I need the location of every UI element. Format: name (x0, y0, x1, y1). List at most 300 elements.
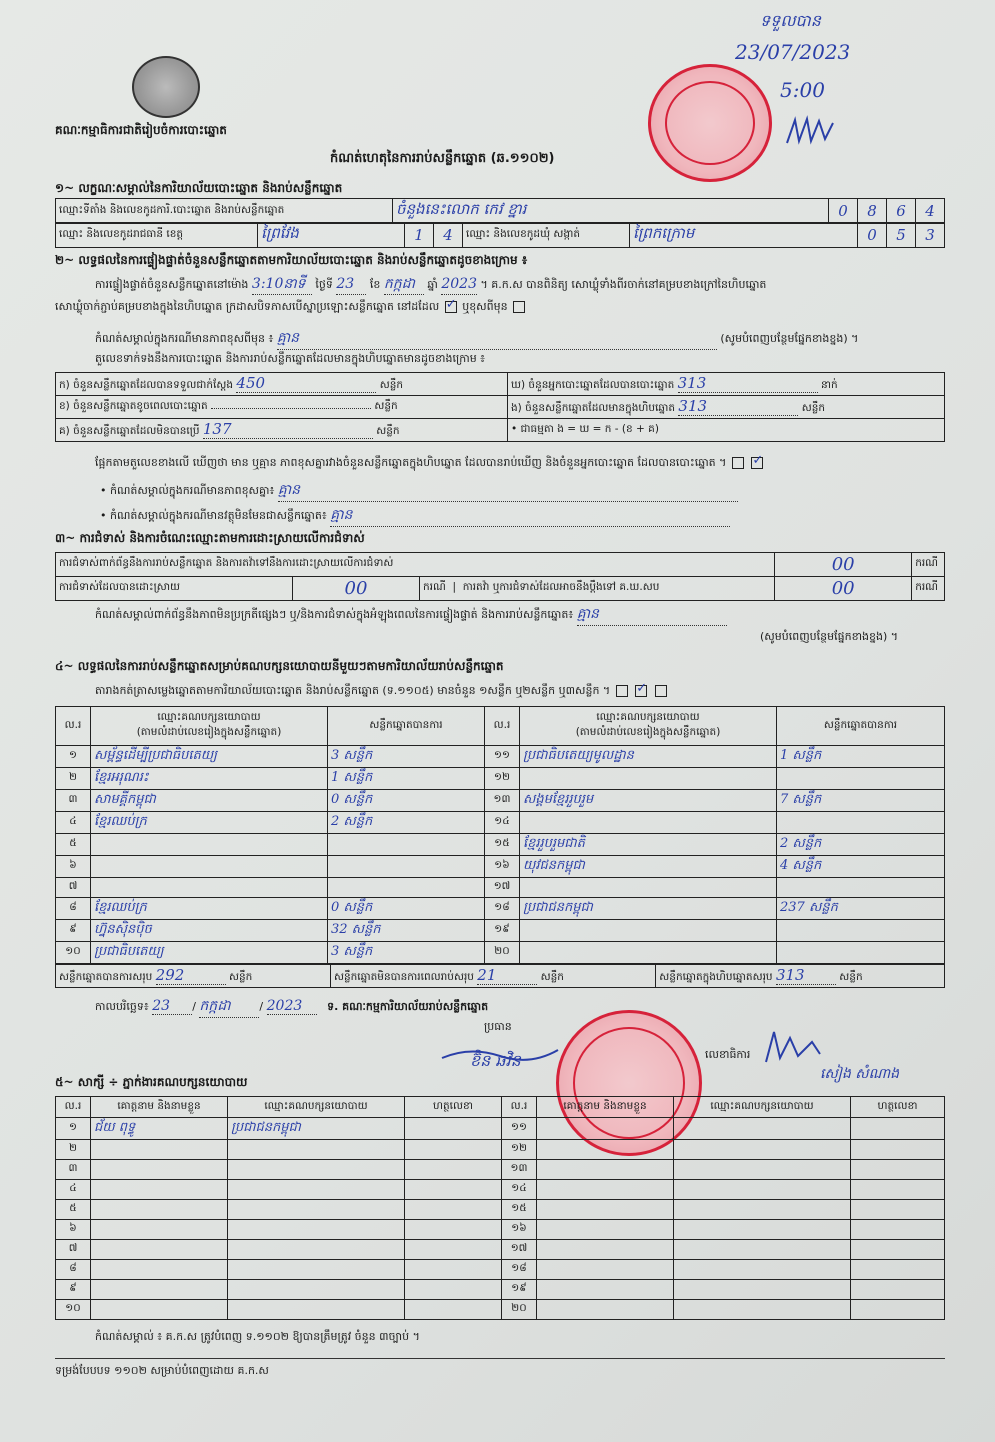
spoiled-ballots-value (211, 408, 371, 409)
total-valid-value: 292 (156, 966, 226, 985)
result-party-left: សាមគ្គីកម្ពុជា (91, 790, 328, 812)
result-party-right: យុវជនកម្ពុជា (520, 856, 777, 878)
result-no-left: ២ (56, 768, 91, 790)
witness-no-left: ៩ (56, 1280, 91, 1300)
table-row (56, 834, 945, 856)
total-invalid-label: សន្លឹកឆ្នោតមិនបានការពេលរាប់សរុប (333, 971, 474, 983)
verify-time-value: 3:10នាទី (252, 274, 312, 295)
w-col-party-right: ឈ្មោះគណបក្សនយោបាយ (674, 1097, 851, 1118)
box-ballots-value: 313 (678, 397, 798, 416)
result-no-right: ១៧ (485, 878, 520, 898)
w-col-sign-right: ហត្ថលេខា (851, 1097, 945, 1118)
section2-numbers-table (55, 372, 945, 442)
witness-party-left (228, 1280, 405, 1300)
result-votes-right: 1 សន្លឹក (777, 746, 945, 768)
org-name: គណៈកម្មាធិការជាតិរៀបចំការបោះឆ្នោត (55, 123, 227, 137)
witness-name-right (537, 1180, 674, 1200)
unused-ballots-cell (56, 419, 508, 442)
witness-name-right (537, 1160, 674, 1180)
result-party-right: ខ្មែររួបរួមជាតិ (520, 834, 777, 856)
received-ballots-value: 450 (236, 374, 376, 393)
result-party-left: ប្រជាធិបតេយ្យ (91, 942, 328, 964)
table-row (56, 1280, 945, 1300)
difference-line (95, 456, 945, 472)
form-title: កំណត់ហេតុនៃការរាប់សន្លឹកឆ្នោត (ឆ.១១០២) (330, 151, 555, 166)
result-no-right: ១២ (485, 768, 520, 790)
total-invalid-cell (330, 965, 655, 988)
witness-no-left: ១ (56, 1118, 91, 1140)
witness-name-left (91, 1220, 228, 1240)
table-row (56, 768, 945, 790)
witness-party-left (228, 1300, 405, 1320)
result-votes-left: 3 សន្លឹក (328, 942, 485, 964)
witness-sign-left (405, 1280, 502, 1300)
resolved-value: 00 (293, 577, 420, 601)
location-code-1: 0 (829, 199, 858, 224)
witness-name-right (537, 1200, 674, 1220)
committee-label: ទ. គណៈកម្មការិយាល័យរាប់សន្លឹកឆ្នោត (327, 1000, 489, 1013)
total-invalid-value: 21 (477, 966, 537, 985)
result-party-left (91, 856, 328, 878)
received-ballots-unit: សន្លឹក (379, 379, 404, 391)
verify-rest: ។ គ.ក.ស បានពិនិត្យ សោឃ្លុំទាំងពីរចាក់នៅគម្របខាងក្រៅនៃហិបឆ្នោត (480, 278, 767, 291)
witness-name-right (537, 1300, 674, 1320)
result-no-left: ៨ (56, 898, 91, 920)
witness-party-left (228, 1200, 405, 1220)
objection-label: ការជំទាស់ពាក់ព័ន្ធនឹងការរាប់សន្លឹកឆ្នោត និងការតវ៉ាទៅនឹងការដោះស្រាយលើការជំទាស់ (56, 553, 775, 577)
witness-no-left: ៨ (56, 1260, 91, 1280)
total-valid-cell (56, 965, 331, 988)
bottom-divider (55, 1358, 945, 1359)
province-code-1: 1 (405, 223, 434, 248)
witness-sign-left (405, 1200, 502, 1220)
total-box-label: សន្លឹកឆ្នោតក្នុងហិបឆ្នោតសរុប (659, 971, 773, 983)
chair-label: ប្រធាន (484, 1020, 512, 1033)
result-party-left: សម្ព័ន្ធដើម្បីប្រជាធិបតេយ្យ (91, 746, 328, 768)
difference-note-label: កំណត់សម្គាល់ក្នុងករណីមានភាពខុសពីមុន ៖ (95, 332, 274, 345)
witness-sign-right (851, 1160, 945, 1180)
witness-name-left (91, 1260, 228, 1280)
result-no-left: ៧ (56, 878, 91, 898)
section2-title: ២~ លទ្ធផលនៃការផ្ទៀងផ្ទាត់ចំនួនសន្លឹកឆ្នោតតាមការិយាល័យបោះឆ្នោត និងរាប់សន្លឹកឆ្នោតដូចខាងក្រោម ៖ (55, 253, 528, 267)
witness-name-right (537, 1260, 674, 1280)
witness-name-left (91, 1300, 228, 1320)
witness-sign-right (851, 1280, 945, 1300)
witness-no-left: ៧ (56, 1240, 91, 1260)
seal-text: សោឃ្លុំចាក់ភ្ជាប់គម្របខាងក្នុងនៃហិបឆ្នោត ក្រដាសបិទភាសបើស្នាប្រឡោះសន្លឹកឆ្នោត នៅដដែល (55, 300, 440, 313)
witness-sign-left (405, 1240, 502, 1260)
witness-party-right (674, 1140, 851, 1160)
witness-party-right (674, 1118, 851, 1140)
col-party-left (91, 707, 328, 746)
signature-top (785, 115, 835, 145)
province-label: ឈ្មោះ និងលេខកូដរាជធានី ខេត្ត (56, 223, 258, 248)
table-row (56, 746, 945, 768)
location-code-3: 6 (887, 199, 916, 224)
location-value: ចំនួងនេះលោក កេវ ខ្នារ (393, 199, 829, 224)
witness-no-right: ១៦ (502, 1220, 537, 1240)
received-label: ទទួលបាន (760, 11, 821, 30)
result-no-right: ១១ (485, 746, 520, 768)
secretary-signature (762, 1028, 822, 1066)
non-ballot-note-value: គ្មាន (330, 505, 730, 527)
difference-line-text: ផ្អែកតាមតួលេខខាងលើ ឃើញថា មាន ឬគ្មាន ភាពខុសគ្នារវាងចំនួនសន្លឹកឆ្នោតក្នុងហិបឆ្នោត ដែលបានរាប់ឃើញ និងចំនួនអ្នកបោះឆ្នោត ដែលបានបោះឆ្នោត ។ (95, 456, 727, 469)
three-sheet-checkbox[interactable] (655, 685, 667, 697)
resolved-label: ការជំទាស់ដែលបានដោះស្រាយ (56, 577, 293, 601)
received-date: 23/07/2023 (735, 40, 851, 64)
difference-note-2-label: • កំណត់សម្គាល់ក្នុងករណីមានភាពខុសគ្នា៖ (100, 484, 275, 497)
formula-cell: • ជាធម្មតា ង = ឃ = ក - (ខ + គ) (508, 419, 945, 442)
location-code-2: 8 (858, 199, 887, 224)
result-no-left: ១ (56, 746, 91, 768)
witness-name-left (91, 1280, 228, 1300)
resolved-unit: ករណី (423, 581, 446, 593)
witness-sign-right (851, 1200, 945, 1220)
verify-time-label: ការផ្ទៀងផ្ទាត់ចំនួនសន្លឹកឆ្នោតនៅម៉ោង (95, 278, 249, 291)
numbers-intro: តួលេខទាក់ទងនឹងការបោះឆ្នោត និងការរាប់សន្លឹកឆ្នោតដែលមានក្នុងហិបឆ្នោតមានដូចខាងក្រោម ៖ (95, 352, 486, 365)
verify-year-value: 2023 (441, 274, 477, 295)
witness-name-left (91, 1200, 228, 1220)
witness-no-left: ៥ (56, 1200, 91, 1220)
commune-value: ព្រៃកក្រោម (630, 223, 858, 248)
irregularity-fill-hint: (សូមបំពេញបន្ថែមផ្នែកខាងខ្នង) ។ (760, 630, 899, 643)
commune-code-1: 0 (858, 223, 887, 248)
table-row (56, 790, 945, 812)
witness-party-right (674, 1280, 851, 1300)
result-votes-left: 32 សន្លឹក (328, 920, 485, 942)
irregularity-note-value: គ្មាន (577, 604, 727, 626)
result-no-right: ១៥ (485, 834, 520, 856)
witness-party-left (228, 1240, 405, 1260)
table-row (56, 898, 945, 920)
no-difference-checkbox[interactable] (751, 457, 763, 469)
section1-title: ១~ លក្ខណៈសម្គាល់នៃការិយាល័យបោះឆ្នោត និងរាប់សន្លឹកឆ្នោត (55, 181, 343, 195)
box-ballots-cell (508, 396, 945, 419)
witness-no-left: ៦ (56, 1220, 91, 1240)
official-stamp-top (648, 64, 772, 182)
signing-date-label: កាលបរិច្ឆេទ៖ (95, 1000, 149, 1013)
spoiled-ballots-unit: សន្លឹក (374, 399, 398, 412)
result-votes-right: 2 សន្លឹក (777, 834, 945, 856)
received-time: 5:00 (780, 78, 825, 102)
w-col-party-left: ឈ្មោះគណបក្សនយោបាយ (228, 1097, 405, 1118)
verify-year-label: ឆ្នាំ (427, 278, 438, 291)
witness-sign-right (851, 1260, 945, 1280)
table-row (56, 920, 945, 942)
result-no-left: ៩ (56, 920, 91, 942)
results-table (55, 706, 945, 964)
signing-date: កាលបរិច្ឆេទ៖ 23 / កក្កដា / 2023 ទ. គណៈកម្មការិយាល័យរាប់សន្លឹកឆ្នោត (95, 996, 488, 1018)
verify-day-value: 23 (336, 274, 366, 295)
witness-party-right (674, 1260, 851, 1280)
witness-party-left (228, 1180, 405, 1200)
table-row (56, 1118, 945, 1140)
w-col-no-left: ល.រ (56, 1097, 91, 1118)
section1-table-2 (55, 222, 945, 248)
result-votes-right: 7 សន្លឹក (777, 790, 945, 812)
has-difference-checkbox[interactable] (732, 457, 744, 469)
objection-unit: ករណី (912, 553, 945, 577)
received-ballots-label: ក) ចំនួនសន្លឹកឆ្នោតដែលបានទទួលជាក់ស្តែង (59, 379, 234, 391)
different-checkbox[interactable] (513, 301, 525, 313)
section1-table (55, 198, 945, 224)
footnote: កំណត់សម្គាល់ ៖ គ.ក.ស ត្រូវបំពេញ ទ.១១០២ ឱ្យបានត្រឹមត្រូវ ចំនួន ៣ច្បាប់ ។ (95, 1330, 420, 1343)
witness-party-right (674, 1220, 851, 1240)
result-no-left: ៦ (56, 856, 91, 878)
result-party-right (520, 942, 777, 964)
col-party-right-title: ឈ្មោះគណបក្សនយោបាយ (596, 711, 700, 723)
witness-sign-left (405, 1160, 502, 1180)
witness-table (55, 1096, 945, 1320)
result-party-left: ខ្មែរអរុណរះ (91, 768, 328, 790)
witness-name-left (91, 1240, 228, 1260)
result-votes-left (328, 856, 485, 878)
commune-label: ឈ្មោះ និងលេខកូដឃុំ សង្កាត់ (463, 223, 630, 248)
verify-month-label: ខែ (369, 278, 381, 291)
witness-name-right (537, 1220, 674, 1240)
witness-name-right (537, 1280, 674, 1300)
table-row (56, 1200, 945, 1220)
box-ballots-label: ង) ចំនួនសន្លឹកឆ្នោតដែលមានក្នុងហិបឆ្នោត (511, 402, 676, 414)
signing-date-day: 23 (152, 998, 192, 1015)
results-totals (55, 964, 945, 988)
section3-title: ៣~ ការជំទាស់ និងការចំណេះឈ្មោះតាមការដោះស្រាយលើការជំទាស់ (55, 531, 365, 545)
witness-party-left (228, 1220, 405, 1240)
w-col-name-left: គោត្តនាម និងនាមខ្លួន (91, 1097, 228, 1118)
irregularity-note-label: កំណត់សម្គាល់ពាក់ព័ន្ធនឹងភាពមិនប្រក្រតីផ្សេងៗ ឬ/និងការជំទាស់ក្នុងអំឡុងពេលនៃការផ្ទៀងផ្ទាត់ និងការរាប់សន្លឹកឆ្នោត៖ (95, 608, 574, 621)
result-party-right: សង្គមខ្មែររួបរួម (520, 790, 777, 812)
voters-cell (508, 373, 945, 396)
result-votes-right (777, 942, 945, 964)
result-party-right (520, 878, 777, 898)
witness-no-right: ១១ (502, 1118, 537, 1140)
w-col-name-right: គោត្តនាម និងនាមខ្លួន (537, 1097, 674, 1118)
verify-month-value: កក្កដា (384, 274, 424, 295)
total-valid-unit: សន្លឹក (229, 971, 253, 983)
col-votes-left: សន្លឹកឆ្នោតបានការ (328, 707, 485, 746)
witness-no-left: ២ (56, 1140, 91, 1160)
witness-no-left: ៤ (56, 1180, 91, 1200)
result-party-left (91, 878, 328, 898)
witness-sign-right (851, 1180, 945, 1200)
witness-party-left: ប្រជាជនកម្ពុជា (228, 1118, 405, 1140)
appeal-value: 00 (775, 577, 912, 601)
voters-label: ឃ) ចំនួនអ្នកបោះឆ្នោតដែលបានបោះឆ្នោត (511, 379, 675, 391)
result-votes-right: 4 សន្លឹក (777, 856, 945, 878)
witness-no-right: ១៩ (502, 1280, 537, 1300)
seal-paragraph (55, 300, 527, 316)
tally-intro-text: តារាងកត់ត្រាសម្លេងឆ្នោតតាមការិយាល័យបោះឆ្នោត និងរាប់សន្លឹកឆ្នោត (ទ.១១០៥) មានចំនួន ១សន្លឹក ឬ២សន្លឹក ឬ៣សន្លឹក ។ (95, 684, 611, 697)
witness-sign-right (851, 1220, 945, 1240)
result-party-left: ខ្មែរឈប់ក្រ (91, 812, 328, 834)
witness-no-right: ១៤ (502, 1180, 537, 1200)
w-col-no-right: ល.រ (502, 1097, 537, 1118)
witness-sign-right (851, 1140, 945, 1160)
witness-sign-left (405, 1118, 502, 1140)
result-no-left: ៤ (56, 812, 91, 834)
col-votes-right: សន្លឹកឆ្នោតបានការ (777, 707, 945, 746)
witness-sign-left (405, 1140, 502, 1160)
table-row (56, 1260, 945, 1280)
witness-no-right: ១៣ (502, 1160, 537, 1180)
result-party-right: ប្រជាធិបតេយ្យមូលដ្ឋាន (520, 746, 777, 768)
table-row (56, 878, 945, 898)
commune-code-2: 5 (887, 223, 916, 248)
box-ballots-unit: សន្លឹក (801, 402, 826, 414)
table-row (56, 812, 945, 834)
w-col-sign-left: ហត្ថលេខា (405, 1097, 502, 1118)
result-no-left: ១០ (56, 942, 91, 964)
witness-no-left: ១០ (56, 1300, 91, 1320)
witness-name-right (537, 1240, 674, 1260)
witness-party-left (228, 1260, 405, 1280)
witness-sign-left (405, 1220, 502, 1240)
witness-no-right: ២០ (502, 1300, 537, 1320)
result-no-right: ២០ (485, 942, 520, 964)
unused-ballots-label: គ) ចំនួនសន្លឹកឆ្នោតដែលមិនបានប្រើ (59, 425, 200, 437)
result-votes-left (328, 834, 485, 856)
witness-name-left (91, 1180, 228, 1200)
non-ballot-note-label: • កំណត់សម្គាល់ក្នុងករណីមានវត្ថុមិនមែនជាសន្លឹកឆ្នោត៖ (100, 509, 327, 522)
result-no-right: ១៣ (485, 790, 520, 812)
signing-date-month: កក្កដា (199, 996, 259, 1018)
location-code-4: 4 (916, 199, 945, 224)
result-votes-right: 237 សន្លឹក (777, 898, 945, 920)
table-row (56, 1180, 945, 1200)
result-no-right: ១៨ (485, 898, 520, 920)
witness-sign-right (851, 1118, 945, 1140)
total-box-cell (656, 965, 945, 988)
witness-no-right: ១៨ (502, 1260, 537, 1280)
table-row (56, 1300, 945, 1320)
result-no-left: ៥ (56, 834, 91, 856)
two-sheet-checkbox[interactable] (635, 685, 647, 697)
bottom-note: ទម្រង់បែបបទ ១១០២ សម្រាប់បំពេញដោយ គ.ក.ស (55, 1364, 269, 1377)
result-no-right: ១៦ (485, 856, 520, 878)
appeal-unit: ករណី (912, 577, 945, 601)
section3-table (55, 552, 945, 601)
voters-value: 313 (678, 374, 818, 393)
col-party-left-sub: (តាមលំដាប់លេខរៀងក្នុងសន្លឹកឆ្នោត) (136, 726, 282, 738)
witness-sign-right (851, 1240, 945, 1260)
tally-intro (95, 684, 669, 700)
result-party-right (520, 768, 777, 790)
witness-sign-left (405, 1300, 502, 1320)
commune-code-3: 3 (916, 223, 945, 248)
province-value: ព្រៃវែង (258, 223, 405, 248)
verify-paragraph (95, 274, 945, 295)
appeal-label-text: ការតវ៉ា ឬការជំទាស់ដែលអាចនឹងប្តឹងទៅ គ.ឃ.សប (462, 581, 660, 593)
witness-party-left (228, 1160, 405, 1180)
result-votes-right (777, 812, 945, 834)
result-no-right: ១៩ (485, 920, 520, 942)
col-party-right (520, 707, 777, 746)
result-votes-left: 3 សន្លឹក (328, 746, 485, 768)
col-no-left: ល.រ (56, 707, 91, 746)
witness-sign-left (405, 1180, 502, 1200)
witness-name-right (537, 1140, 674, 1160)
witness-name-left: ជ័យ ពុទ្ធូ (91, 1118, 228, 1140)
verify-day-label: ថ្ងៃទី (315, 278, 333, 291)
result-votes-left (328, 878, 485, 898)
total-valid-label: សន្លឹកឆ្នោតបានការសរុប (59, 971, 153, 983)
received-ballots-cell (56, 373, 508, 396)
result-votes-right (777, 878, 945, 898)
appeal-label: ករណី | ការតវ៉ា ឬការជំទាស់ដែលអាចនឹងប្តឹងទៅ គ.ឃ.សប (420, 577, 775, 601)
objection-value: 00 (775, 553, 912, 577)
table-row (56, 1140, 945, 1160)
col-party-left-title: ឈ្មោះគណបក្សនយោបាយ (157, 711, 261, 723)
chair-signature (440, 1038, 560, 1068)
result-party-left: ខ្មែរឈប់ក្រ (91, 898, 328, 920)
result-votes-right (777, 768, 945, 790)
secretary-label: លេខាធិការ (705, 1048, 751, 1061)
one-sheet-checkbox[interactable] (616, 685, 628, 697)
result-no-right: ១៤ (485, 812, 520, 834)
secretary-name: សៀង សំណាង (820, 1066, 900, 1082)
witness-name-right (537, 1118, 674, 1140)
result-votes-left: 0 សន្លឹក (328, 898, 485, 920)
witness-party-right (674, 1160, 851, 1180)
spoiled-ballots-label: ខ) ចំនួនសន្លឹកឆ្នោតខូចពេលបោះឆ្នោត (59, 399, 208, 412)
total-invalid-unit: សន្លឹក (540, 971, 564, 983)
fill-hint: (សូមបំពេញបន្ថែមផ្នែកខាងខ្នង) ។ (720, 332, 859, 345)
same-checkbox[interactable] (445, 301, 457, 313)
difference-note-2-value: គ្មាន (278, 480, 738, 502)
result-party-right (520, 812, 777, 834)
witness-party-right (674, 1240, 851, 1260)
difference-note-2 (100, 480, 945, 502)
result-votes-left: 1 សន្លឹក (328, 768, 485, 790)
total-box-unit: សន្លឹក (839, 971, 863, 983)
difference-note-value: គ្មាន (277, 328, 717, 350)
witness-no-right: ១២ (502, 1140, 537, 1160)
result-no-left: ៣ (56, 790, 91, 812)
witness-no-left: ៣ (56, 1160, 91, 1180)
non-ballot-note (100, 505, 945, 527)
voters-unit: នាក់ (820, 379, 838, 391)
result-party-left: ហ្វ៊ុនស៊ិនប៉ិច (91, 920, 328, 942)
nec-logo (132, 56, 200, 118)
witness-sign-right (851, 1300, 945, 1320)
table-row (56, 1220, 945, 1240)
irregularity-note (95, 604, 945, 626)
result-votes-left: 0 សន្លឹក (328, 790, 485, 812)
section4-title: ៤~ លទ្ធផលនៃការរាប់សន្លឹកឆ្នោតសម្រាប់គណបក្សនយោបាយនីមួយៗតាមការិយាល័យរាប់សន្លឹកឆ្នោត (55, 659, 504, 673)
table-row (56, 942, 945, 964)
difference-note (95, 328, 945, 350)
unused-ballots-value: 137 (203, 420, 373, 439)
table-row (56, 856, 945, 878)
spoiled-ballots-cell (56, 396, 508, 419)
signing-date-year: 2023 (267, 998, 317, 1015)
witness-no-right: ១៥ (502, 1200, 537, 1220)
witness-party-right (674, 1180, 851, 1200)
witness-name-left (91, 1160, 228, 1180)
result-party-right: ប្រជាជនកម្ពុជា (520, 898, 777, 920)
section5-title: ៥~ សាក្សី ÷ ភ្នាក់ងារគណបក្សនយោបាយ (55, 1075, 248, 1089)
chair-name: ខ៊ិន ឆវិន (470, 1051, 521, 1070)
witness-party-right (674, 1200, 851, 1220)
result-votes-left: 2 សន្លឹក (328, 812, 485, 834)
result-party-left (91, 834, 328, 856)
result-votes-right (777, 920, 945, 942)
location-label: ឈ្មោះទីតាំង និងលេខកូដការិ.បោះឆ្នោត និងរាប់សន្លឹកឆ្នោត (56, 199, 393, 224)
result-party-right (520, 920, 777, 942)
table-row (56, 1240, 945, 1260)
different-label: ឬខុសពីមុន (462, 300, 508, 313)
col-no-right: ល.រ (485, 707, 520, 746)
